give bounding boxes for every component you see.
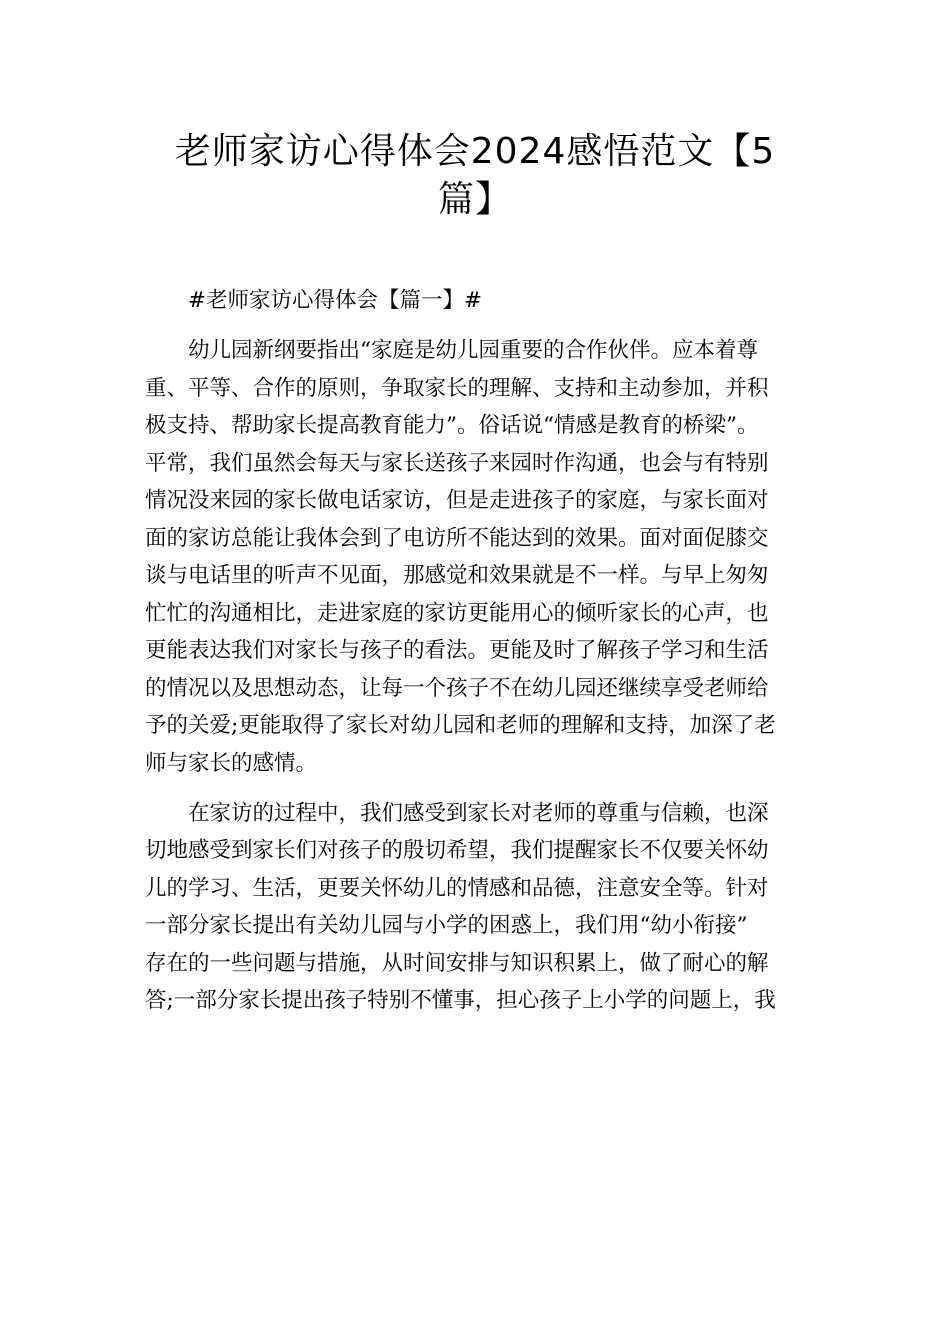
paragraph-line: 在家访的过程中，我们感受到家长对老师的尊重与信赖，也深 bbox=[188, 800, 769, 826]
paragraph-line: 一部分家长提出有关幼儿园与小学的困惑上，我们用“幼小衔接” bbox=[145, 913, 748, 938]
title-line-2: 篇】 bbox=[437, 179, 512, 220]
paragraph-line: 更能表达我们对家长与孩子的看法。更能及时了解孩子学习和生活 bbox=[145, 638, 769, 663]
paragraph-line: 的情况以及思想动态，让每一个孩子不在幼儿园还继续享受老师给 bbox=[145, 675, 769, 701]
paragraph-line: 切地感受到家长们对孩子的殷切希望，我们提醒家长不仅要关怀幼 bbox=[145, 838, 769, 863]
paragraph-line: 重、平等、合作的原则，争取家长的理解、支持和主动参加，并积 bbox=[145, 375, 769, 401]
paragraph-line: 存在的一些问题与措施，从时间安排与知识积累上，做了耐心的解 bbox=[145, 950, 769, 976]
paragraph-line: 予的关爱;更能取得了家长对幼儿园和老师的理解和支持，加深了老 bbox=[145, 713, 776, 738]
paragraph-line: 答;一部分家长提出孩子特别不懂事，担心孩子上小学的问题上，我 bbox=[145, 988, 776, 1013]
paragraph-2 bbox=[145, 795, 817, 1020]
paragraph-line: 情况没来园的家长做电话家访，但是走进孩子的家庭，与家长面对 bbox=[145, 488, 769, 513]
paragraph-line: 谈与电话里的听声不见面，那感觉和效果就是不一样。与早上匆匆 bbox=[145, 563, 769, 588]
paragraph-line: 幼儿园新纲要指出“家庭是幼儿园重要的合作伙伴。应本着尊 bbox=[188, 338, 758, 363]
paragraph-line: 极支持、帮助家长提高教育能力”。俗话说“情感是教育的桥梁”。 bbox=[145, 413, 759, 438]
section-heading: #老师家访心得体会【篇一】# bbox=[188, 288, 483, 313]
paragraph-line: 面的家访总能让我体会到了电访所不能达到的效果。面对面促膝交 bbox=[145, 525, 769, 551]
title-line-1: 老师家访心得体会2024感悟范文【5 bbox=[174, 131, 776, 172]
paragraph-line: 师与家长的感情。 bbox=[145, 750, 318, 776]
paragraph-line: 平常，我们虽然会每天与家长送孩子来园时作沟通，也会与有特别 bbox=[145, 450, 769, 476]
document-title bbox=[145, 128, 805, 224]
document-body bbox=[145, 282, 817, 1032]
section-heading-block bbox=[145, 282, 817, 320]
paragraph-1 bbox=[145, 332, 817, 782]
paragraph-line: 忙忙的沟通相比，走进家庭的家访更能用心的倾听家长的心声，也 bbox=[145, 600, 769, 626]
paragraph-line: 儿的学习、生活，更要关怀幼儿的情感和品德，注意安全等。针对 bbox=[145, 875, 769, 901]
